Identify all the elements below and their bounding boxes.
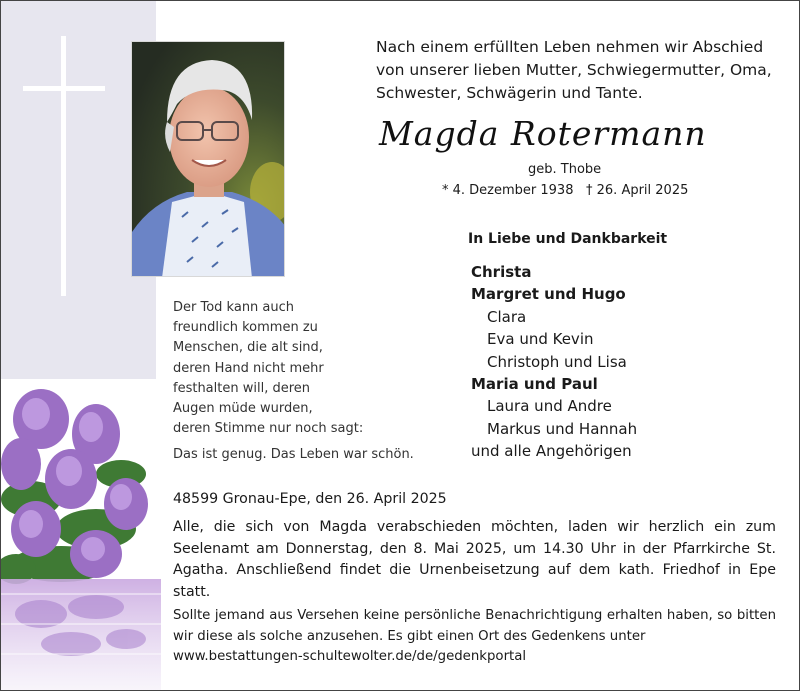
family-list (471, 261, 637, 463)
family-member-line: Clara (487, 307, 527, 326)
poem-line: Das ist genug. Das Leben war schön. (173, 447, 414, 463)
lilac-flowers-image (1, 379, 161, 690)
poem-line: Der Tod kann auch (173, 300, 295, 315)
poem-line: Augen müde wurden, (173, 401, 313, 417)
poem-line: Menschen, die alt sind, (173, 340, 323, 356)
family-member-line: Laura und Andre (487, 397, 612, 416)
family-member-line: Maria und Paul (471, 375, 598, 394)
intro-line-1: Nach einem erfüllten Leben nehmen wir Abschied (376, 38, 764, 56)
intro-line-3: Schwester, Schwägerin und Tante. (376, 84, 643, 102)
family-member-line: Eva und Kevin (487, 330, 594, 349)
poem (173, 298, 414, 466)
family-member-line: Margret und Hugo (471, 285, 626, 304)
poem-line: festhalten will, deren (173, 380, 311, 396)
family-member-line: Christa (471, 263, 532, 281)
birth-date: * 4. Dezember 1938 (442, 183, 574, 198)
family-heading: In Liebe und Dankbarkeit (468, 231, 668, 247)
family-member-line: und alle Angehörigen (471, 442, 632, 461)
poem-line: deren Stimme nur noch sagt: (173, 421, 364, 437)
intro-line-2: von unserer lieben Mutter, Schwiegermutter, Oma, (376, 61, 772, 79)
deceased-name: Magda Rotermann (379, 114, 707, 153)
death-date: † 26. April 2025 (586, 183, 689, 198)
poem-line: freundlich kommen zu (173, 320, 318, 336)
portrait-photo (131, 41, 285, 277)
family-member-line: Christoph und Lisa (487, 352, 627, 371)
maiden-name: geb. Thobe (528, 162, 602, 177)
memorial-url[interactable]: www.bestattungen-schultewolter.de/de/gedenkportal (173, 649, 527, 664)
service-announcement: Alle, die sich von Magda verabschieden möchten, laden wir herzlich ein zum Seelenamt am Donnerstag, den 8. Mai 2025, um 14.30 Uhr in der Pfarrkirche St. Agatha. Anschließend findet die Urnenbeisetzung auf dem kath. Friedhof in Epe statt. (173, 519, 776, 600)
family-member-line: Markus und Hannah (487, 419, 638, 438)
notification-notice: Sollte jemand aus Versehen keine persönliche Benachrichtigung erhalten haben, so bitten wir diese als solche anzusehen. Es gibt einen Ort des Gedenkens unter (173, 608, 776, 644)
place-and-date: 48599 Gronau-Epe, den 26. April 2025 (173, 491, 447, 507)
poem-line: deren Hand nicht mehr (173, 360, 324, 376)
